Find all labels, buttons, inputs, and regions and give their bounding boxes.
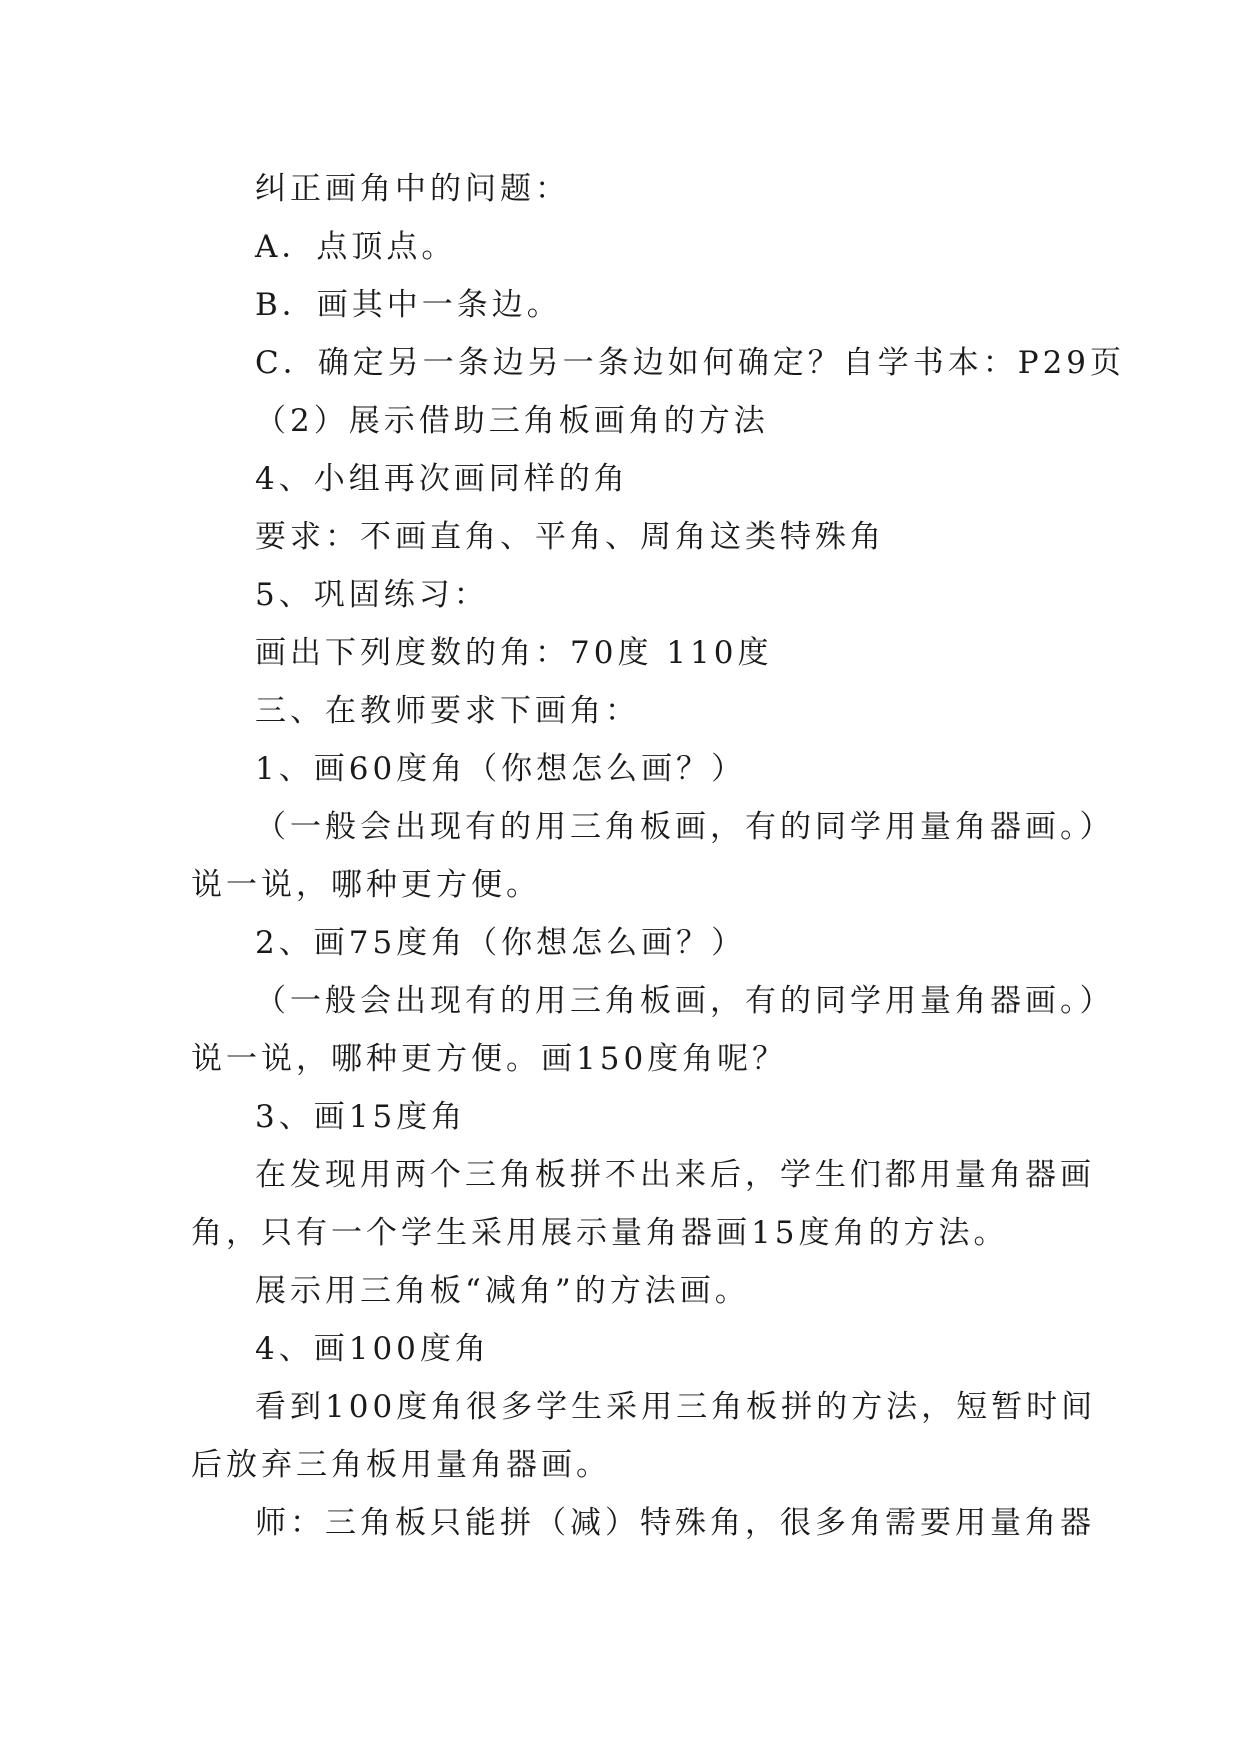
- text-line: 看到100度角很多学生采用三角板拼的方法，短暂时间: [255, 1389, 1097, 1425]
- text-line: 4、小组再次画同样的角: [255, 461, 629, 497]
- text-line: 后放弃三角板用量角器画。: [191, 1447, 611, 1483]
- text-line: B．画其中一条边。: [255, 287, 562, 323]
- text-line: 在发现用两个三角板拼不出来后，学生们都用量角器画: [255, 1157, 1095, 1193]
- document-body: [191, 160, 1126, 1552]
- text-line: 2、画75度角（你想怎么画？）: [255, 925, 747, 961]
- text-line: 要求：不画直角、平角、周角这类特殊角: [255, 519, 885, 555]
- text-line: 4、画100度角: [255, 1331, 490, 1367]
- text-line: 5、巩固练习：: [255, 577, 489, 613]
- text-line: 画出下列度数的角：70度 110度: [255, 635, 773, 671]
- text-line: 师：三角板只能拼（减）特殊角，很多角需要用量角器: [255, 1505, 1095, 1541]
- text-line: 展示用三角板“减角”的方法画。: [255, 1273, 750, 1309]
- text-line: 说一说，哪种更方便。画150度角呢？: [191, 1041, 788, 1077]
- text-line: 说一说，哪种更方便。: [191, 867, 541, 903]
- text-line: 纠正画角中的问题：: [255, 171, 570, 207]
- text-line: （一般会出现有的用三角板画，有的同学用量角器画。）: [255, 983, 1115, 1019]
- text-line: 3、画15度角: [255, 1099, 467, 1135]
- text-line: 角，只有一个学生采用展示量角器画15度角的方法。: [191, 1215, 1009, 1251]
- section-heading: 三、在教师要求下画角：: [255, 693, 640, 729]
- text-line: A．点顶点。: [255, 229, 457, 265]
- text-line: C．确定另一条边另一条边如何确定？自学书本：P29页: [255, 345, 1126, 381]
- text-line: 1、画60度角（你想怎么画？）: [255, 751, 747, 787]
- text-line: （一般会出现有的用三角板画，有的同学用量角器画。）: [255, 809, 1115, 845]
- text-line: （2）展示借助三角板画角的方法: [255, 403, 769, 439]
